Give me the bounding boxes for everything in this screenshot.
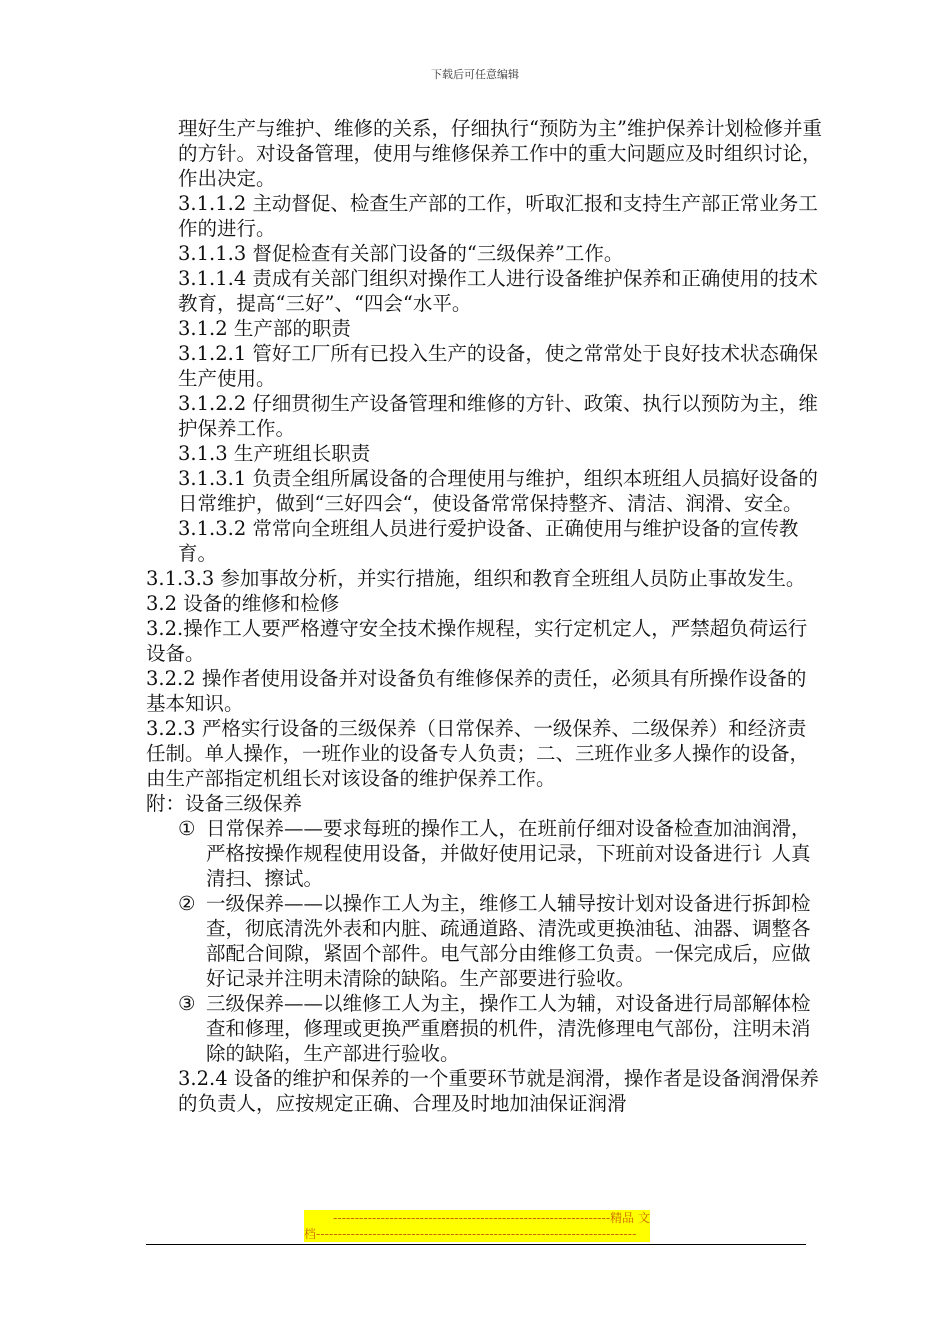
paragraph: 理好生产与维护、维修的关系，仔细执行“预防为主”维护保养计划检修并重的方针。对设备管理，使用与维修保养工作中的重大问题应及时组织讨论，作出决定。 (178, 117, 822, 190)
section-heading: 3.1.3 生产班组长职责 (178, 442, 371, 465)
paragraph: 3.1.2.1 管好工厂所有已投入生产的设备，使之常常处于良好技术状态确保生产使用。 (178, 342, 818, 390)
document-body (146, 116, 822, 1116)
page-header: 下载后可任意编辑 (431, 68, 519, 81)
footer-banner-line: 档-------------------------------------------------------------------------- (304, 1227, 637, 1241)
footer-banner (304, 1210, 650, 1242)
footer-banner-line: ----------------------------------------------------------------精品 文 (333, 1211, 650, 1225)
paragraph: 3.2.操作工人要严格遵守安全技术操作规程，实行定机定人，严禁超负荷运行设备。 (146, 617, 808, 665)
footer-divider (146, 1244, 806, 1245)
paragraph: 3.2.4 设备的维护和保养的一个重要环节就是润滑，操作者是设备润滑保养的负责人，应按规定正确、合理及时地加油保证润滑 (178, 1067, 819, 1115)
list-item-number: ① (178, 817, 196, 840)
paragraph: 3.2.3 严格实行设备的三级保养（日常保养、一级保养、二级保养）和经济责任制。单人操作，一班作业的设备专人负责；二、三班作业多人操作的设备，由生产部指定机组长对该设备的维护保养工作。 (146, 717, 810, 790)
paragraph: 3.1.1.4 责成有关部门组织对操作工人进行设备维护保养和正确使用的技术教育，提高“三好”、“四会“水平。 (178, 267, 818, 315)
list-item (146, 991, 822, 1066)
paragraph: 3.1.2.2 仔细贯彻生产设备管理和维修的方针、政策、执行以预防为主，维护保养工作。 (178, 392, 818, 440)
paragraph: 3.1.3.2 常常向全班组人员进行爱护设备、正确使用与维护设备的宣传教育。 (178, 517, 799, 565)
section-heading: 3.1.2 生产部的职责 (178, 317, 351, 340)
paragraph: 3.1.1.2 主动督促、检查生产部的工作，听取汇报和支持生产部正常业务工作的进行。 (178, 192, 818, 240)
list-item-text: 一级保养——以操作工人为主，维修工人辅导按计划对设备进行拆卸检查，彻底清洗外表和内脏、疏通道路、清洗或更换油毡、油器、调整各部配合间隙，紧固个部件。电气部分由维修工负责。一保完成后，应做好记录并注明未清除的缺陷。生产部要进行验收。 (206, 892, 811, 990)
list-item (146, 816, 822, 891)
paragraph: 3.1.3.1 负责全组所属设备的合理使用与维护，组织本班组人员搞好设备的日常维护，做到“三好四会“，使设备常常保持整齐、清洁、润滑、安全。 (178, 467, 818, 515)
paragraph: 3.1.3.3 参加事故分析，并实行措施，组织和教育全班组人员防止事故发生。 (146, 567, 806, 590)
paragraph: 3.1.1.3 督促检查有关部门设备的“三级保养”工作。 (178, 242, 624, 265)
paragraph: 3.2.2 操作者使用设备并对设备负有维修保养的责任，必须具有所操作设备的基本知识。 (146, 667, 807, 715)
list-item (146, 891, 822, 991)
list-item-number: ③ (178, 992, 196, 1015)
list-item-number: ② (178, 892, 196, 915)
section-heading: 3.2 设备的维修和检修 (146, 592, 340, 615)
appendix-heading: 附：设备三级保养 (146, 792, 303, 815)
list-item-text: 日常保养——要求每班的操作工人，在班前仔细对设备检查加油润滑，严格按操作规程使用设备，并做好使用记录，下班前对设备进行讠人真清扫、擦试。 (206, 817, 811, 890)
list-item-text: 三级保养——以维修工人为主，操作工人为辅，对设备进行局部解体检查和修理，修理或更换严重磨损的机件，清洗修理电气部份，注明未消除的缺陷，生产部进行验收。 (206, 992, 811, 1065)
